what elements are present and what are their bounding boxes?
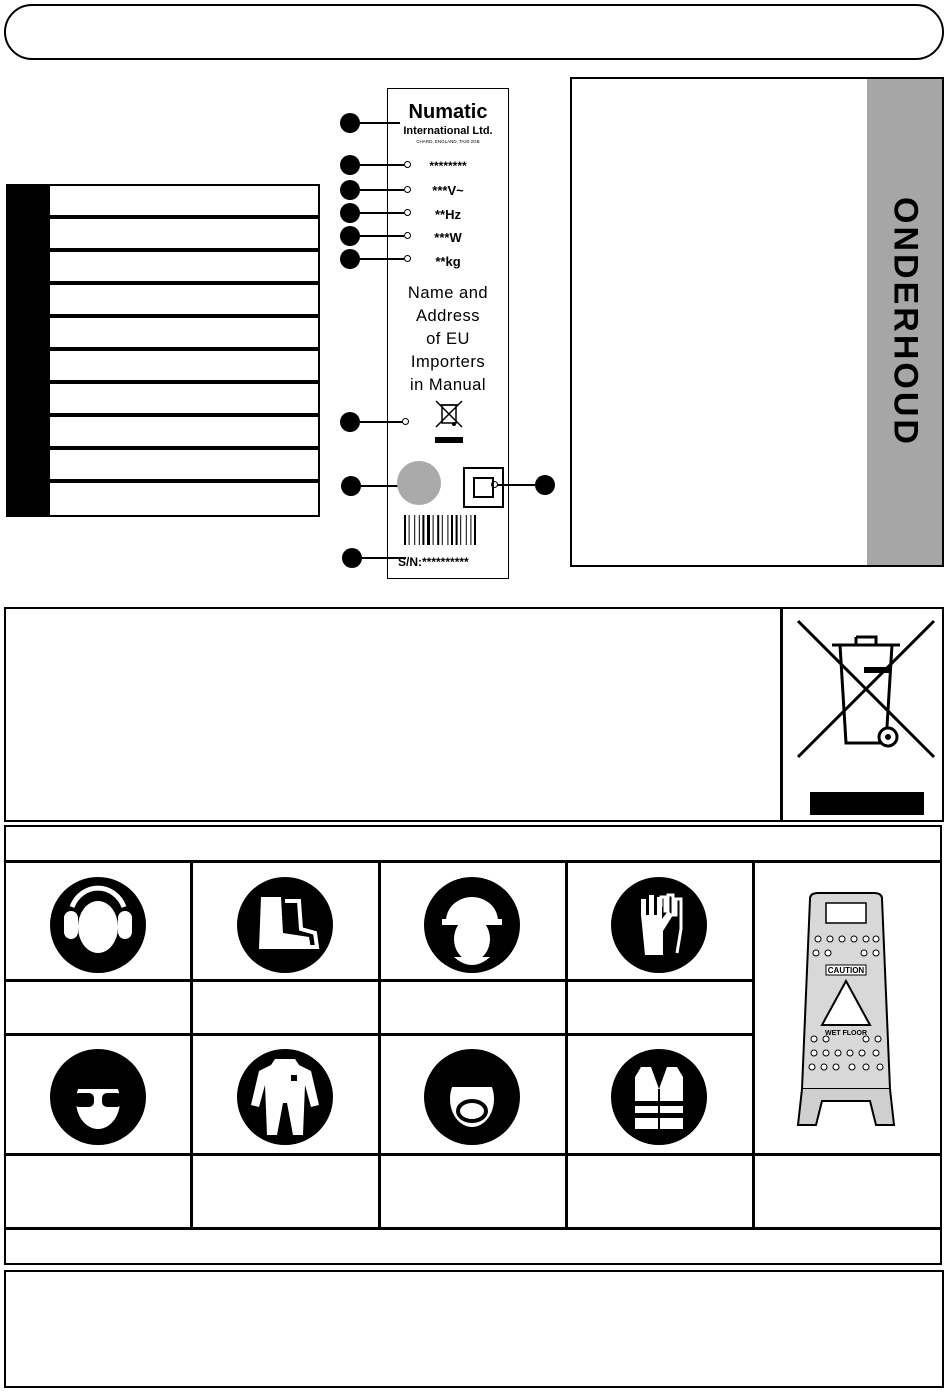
index-row: [50, 316, 320, 349]
barcode-bar: [456, 515, 458, 545]
maintenance-side-tab: [867, 79, 942, 565]
title-bar: [4, 4, 944, 60]
plate-voltage: ***V~: [432, 183, 464, 198]
callout-marker: [342, 548, 362, 568]
ppe-grid: [4, 825, 942, 1265]
importer-line: Importers: [410, 353, 486, 371]
barcode-bar: [414, 515, 415, 545]
callout-marker: [340, 412, 360, 432]
importer-line: of EU: [426, 330, 470, 348]
hi-vis-vest-icon: [611, 1049, 707, 1145]
plate-serial: S/N:**********: [398, 555, 469, 569]
barcode-bar: [474, 515, 476, 545]
index-row: [50, 448, 320, 481]
hard-hat-icon: [424, 877, 520, 973]
index-row: [50, 217, 320, 250]
barcode-bar: [451, 515, 453, 545]
maintenance-side-label: ONDERHOUD: [886, 197, 924, 447]
index-row: [50, 349, 320, 382]
callout-marker: [341, 476, 361, 496]
ear-protection-icon: [50, 877, 146, 973]
plate-brand: Numatic: [408, 101, 488, 123]
barcode-bar: [460, 515, 461, 545]
dust-mask-icon: [424, 1049, 520, 1145]
plate-company: International Ltd.: [403, 125, 493, 137]
index-row: [50, 283, 320, 316]
plate-power: ***W: [434, 230, 462, 245]
barcode-bar: [470, 515, 471, 545]
barcode: [404, 515, 494, 545]
index-row: [50, 382, 320, 415]
callout-marker: [535, 475, 555, 495]
index-row: [50, 184, 320, 217]
barcode-bar: [466, 515, 467, 545]
plate-address: CHARD, ENGLAND, TA20 2GB: [416, 139, 480, 144]
safety-glasses-icon: [50, 1049, 146, 1145]
grey-mark: [397, 461, 441, 505]
weee-panel: [4, 607, 944, 822]
barcode-bar: [427, 515, 430, 545]
index-row: [50, 481, 320, 517]
wet-floor-label-text: WET FLOOR: [825, 1030, 867, 1037]
callout-marker: [340, 155, 360, 175]
wet-floor-sign: [796, 889, 896, 1129]
barcode-bar: [442, 515, 443, 545]
footer-panel: [4, 1270, 944, 1388]
double-insulation-icon: [463, 467, 504, 508]
callout-marker: [340, 203, 360, 223]
importer-line: Address: [415, 307, 481, 325]
weee-bin-icon: [792, 615, 940, 815]
barcode-bar: [404, 515, 406, 545]
callout-marker: [340, 113, 360, 133]
safety-boots-icon: [237, 877, 333, 973]
importer-line: Name and: [407, 284, 489, 302]
wet-floor-caution-text: CAUTION: [827, 966, 865, 975]
barcode-bar: [419, 515, 420, 545]
weee-bin-small-icon: [433, 399, 465, 449]
importer-line: in Manual: [409, 376, 487, 394]
protective-overalls-icon: [237, 1049, 333, 1145]
plate-model: ********: [429, 159, 467, 173]
barcode-bar: [409, 515, 410, 545]
barcode-bar: [447, 515, 448, 545]
index-tab-column: [6, 184, 50, 517]
plate-importer-note: [388, 282, 508, 397]
callout-marker: [340, 180, 360, 200]
barcode-bar: [433, 515, 434, 545]
callout-marker: [340, 226, 360, 246]
callout-marker: [340, 249, 360, 269]
plate-frequency: **Hz: [434, 207, 461, 222]
index-row: [50, 250, 320, 283]
barcode-bar: [437, 515, 439, 545]
maintenance-panel: [570, 77, 944, 567]
protective-gloves-icon: [611, 877, 707, 973]
plate-weight: **kg: [435, 254, 461, 269]
index-row: [50, 415, 320, 448]
barcode-bar: [422, 515, 424, 545]
rating-plate: [387, 88, 509, 579]
